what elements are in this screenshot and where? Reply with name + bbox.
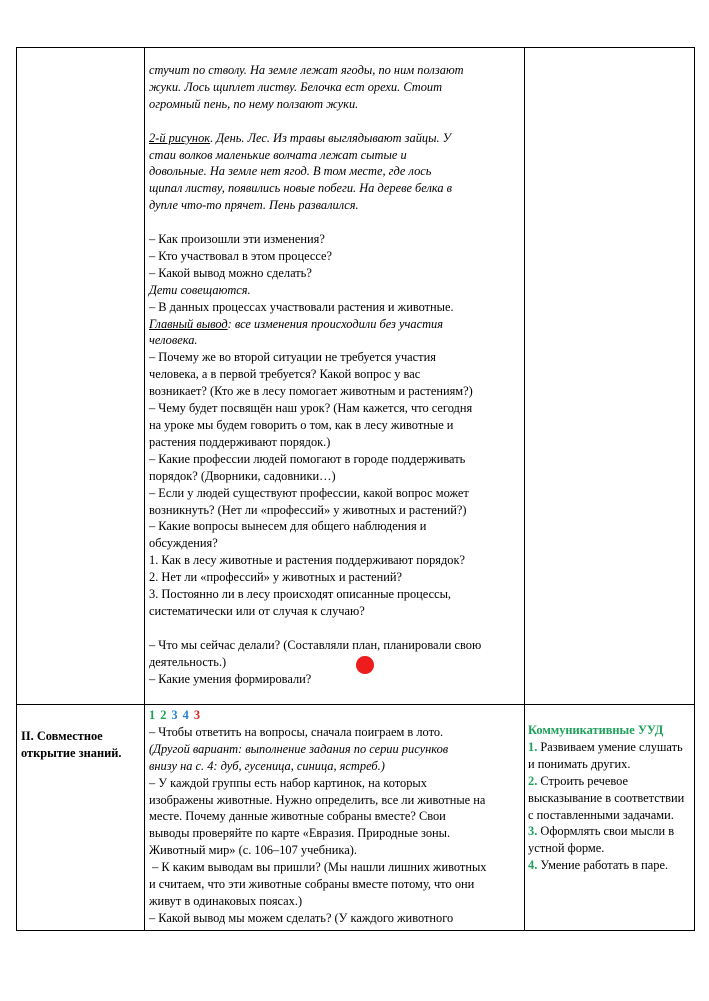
text-line: обсуждения?	[149, 536, 218, 551]
text-line: – Почему же во второй ситуации не требуется участия	[149, 350, 436, 365]
lotto-number: 4	[182, 708, 189, 722]
uud-item-number: 4.	[528, 858, 538, 873]
text-line: довольные. На земле нет ягод. В том месте, где лось	[149, 164, 432, 179]
uud-item-text: Строить речевое	[537, 773, 628, 788]
text-line: (Другой вариант: выполнение задания по серии рисунков	[149, 741, 449, 756]
uud-item-text: Оформлять свои мысли в	[537, 824, 675, 839]
text-line: жуки. Лось щиплет листву. Белочка ест орехи. Стоит	[149, 79, 443, 94]
uud-cell	[528, 722, 694, 874]
lesson-table	[16, 47, 695, 931]
lotto-number: 3	[171, 708, 178, 722]
uud-item-text: высказывание в соответствии	[528, 790, 685, 805]
text-line: месте. Почему данные животные собраны вместе? Свои	[149, 809, 446, 824]
column-divider-1	[144, 48, 145, 930]
uud-item-text: Развиваем умение слушать	[537, 739, 683, 754]
picture-2-label: 2-й рисунок	[149, 130, 211, 145]
column-divider-2	[524, 48, 525, 930]
text-line: человека.	[149, 333, 198, 348]
text-line: 1. Как в лесу животные и растения поддерживают порядок?	[149, 553, 466, 568]
text-line: живут в одинаковых поясах.)	[149, 893, 303, 908]
stage-title-line: открытие знаний.	[21, 745, 122, 760]
uud-item-number: 3.	[528, 824, 538, 839]
text-line: – К каким выводам вы пришли? (Мы нашли лишних животных	[149, 860, 487, 875]
kids-note: Дети совещаются.	[149, 282, 251, 297]
text-line: – Чтобы ответить на вопросы, сначала поиграем в лото.	[149, 724, 444, 739]
text-line: человека, а в первой требуется? Какой вопрос у вас	[149, 367, 421, 382]
text-line: на уроке мы будем говорить о том, как в лесу животные и	[149, 418, 454, 432]
upper-content-cell	[149, 62, 523, 687]
stage-title-line: II. Совместное	[21, 729, 103, 743]
lotto-number: 1	[149, 708, 156, 722]
uud-item-text: и понимать других.	[528, 756, 631, 771]
text-line: . День. Лес. Из травы выглядывают зайцы. У	[210, 130, 452, 145]
uud-item-number: 2.	[528, 773, 538, 788]
text-line: огромный пень, по нему ползают жуки.	[149, 96, 359, 111]
uud-item-number: 1.	[528, 739, 538, 754]
text-line: внизу на с. 4: дуб, гусеница, синица, ястреб.)	[149, 758, 385, 773]
text-line: – Если у людей существуют профессии, какой вопрос может	[149, 485, 469, 500]
row-divider	[17, 704, 694, 705]
text-line: растения поддерживают порядок.)	[149, 434, 331, 449]
question-line: – Какой вывод можно сделать?	[149, 265, 312, 280]
text-line: – Какие умения формировали?	[149, 671, 312, 686]
text-line: – Какой вывод мы можем сделать? (У каждого животного	[149, 910, 454, 925]
text-line: щипал листву, появились новые побеги. На дереве белка в	[149, 181, 453, 196]
red-dot-marker	[356, 656, 374, 674]
uud-item-text: устной форме.	[528, 841, 605, 856]
stage-cell	[21, 728, 143, 762]
question-line: – Как произошли эти изменения?	[149, 232, 325, 247]
lower-content-cell	[149, 707, 523, 927]
text-line: выводы проверяйте по карте «Евразия. Природные зоны.	[149, 826, 451, 841]
text-line: 3. Постоянно ли в лесу происходят описанные процессы,	[149, 587, 452, 602]
text-line: систематически или от случая к случаю?	[149, 603, 365, 618]
text-line: Животный мир» (с. 106–107 учебника).	[149, 843, 357, 858]
text-line: стучит по стволу. На земле лежат ягоды, по ним ползают	[149, 63, 464, 77]
text-line: деятельность.)	[149, 654, 227, 669]
uud-item-text: с поставленными задачами.	[528, 807, 674, 822]
text-line: и считаем, что эти животные собраны вместе потому, что они	[149, 877, 475, 892]
text-line: – Какие профессии людей помогают в городе поддерживать	[149, 451, 466, 466]
text-line: 2. Нет ли «профессий» у животных и растений?	[149, 570, 403, 585]
text-line: – Что мы сейчас делали? (Составляли план, планировали свою	[149, 637, 482, 652]
text-line: – У каждой группы есть набор картинок, на которых	[149, 775, 427, 790]
uud-item-text: Умение работать в паре.	[537, 858, 669, 873]
question-line: – Кто участвовал в этом процессе?	[149, 248, 333, 263]
uud-title: Коммуникативные УУД	[528, 723, 664, 737]
lotto-number: 3	[193, 708, 201, 722]
answer-line: – В данных процессах участвовали растения и животные.	[149, 299, 454, 314]
lotto-numbers	[149, 707, 523, 724]
text-line: стаи волков маленькие волчата лежат сытые и	[149, 147, 407, 162]
text-line: порядок? (Дворники, садовники…)	[149, 468, 336, 483]
text-line: изображены животные. Нужно определить, все ли животные на	[149, 792, 486, 807]
main-conclusion-label: Главный вывод	[149, 316, 228, 331]
text-line: возникнуть? (Нет ли «профессий» у животных и растений?)	[149, 502, 467, 517]
text-line: возникает? (Кто же в лесу помогает животным и растениям?)	[149, 384, 473, 399]
lotto-number: 2	[160, 708, 167, 722]
text-line: дупле что-то прячет. Пень развалился.	[149, 198, 359, 213]
text-line: – Чему будет посвящён наш урок? (Нам кажется, что сегодня	[149, 401, 473, 416]
text-line: : все изменения происходили без участия	[227, 316, 443, 331]
text-line: – Какие вопросы вынесем для общего наблюдения и	[149, 519, 427, 534]
